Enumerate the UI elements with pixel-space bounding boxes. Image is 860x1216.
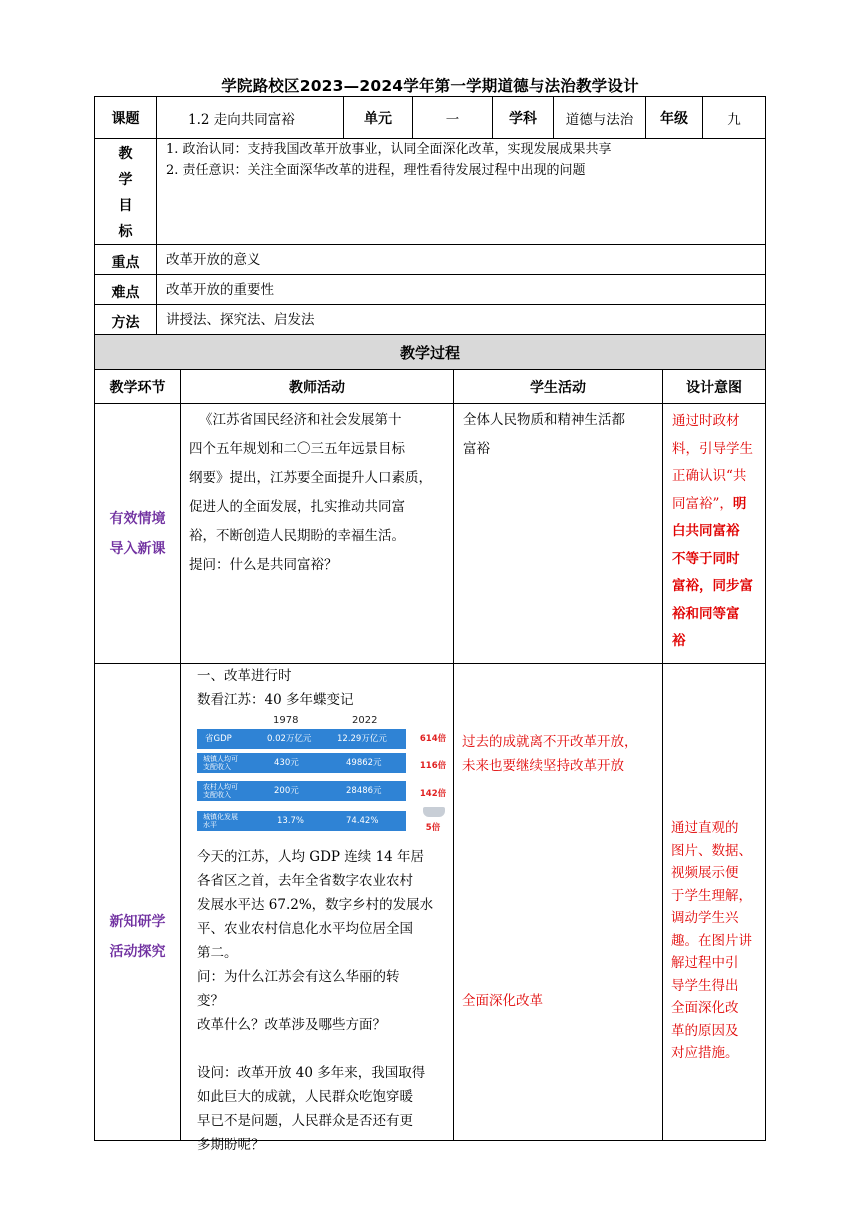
method-value: 讲授法、探究法、启发法 [166, 312, 315, 328]
section2-intent-line: 革的原因及 [671, 1022, 739, 1039]
section1-teacher-line: 《江苏省国民经济和社会发展第十 [199, 412, 402, 428]
difficulty-label: 难点 [111, 285, 140, 301]
goals-list [166, 139, 761, 181]
section2-teacher-line: 早已不是问题，人民群众是否还有更 [197, 1113, 413, 1129]
stats-row [197, 729, 406, 749]
section2-intent-line: 全面深化改 [671, 1000, 739, 1016]
section1-student-line: 全体人民物质和精神生活都 [463, 412, 625, 428]
stats-row [197, 753, 406, 773]
topic-value: 1.2 走向共同富裕 [188, 111, 295, 128]
section2-teacher-body [197, 845, 451, 1157]
difficulty-value: 改革开放的重要性 [166, 282, 274, 298]
subject-value: 道德与法治 [565, 111, 634, 128]
section1-intent-line [672, 573, 760, 601]
section2-teacher-head-line: 一、改革进行时 [197, 668, 292, 684]
section1-intent-bold: 富裕，同步富 [672, 578, 753, 594]
stats-row-label: 农村人均可 支配收入 [203, 783, 238, 799]
jiangsu-stats-image [197, 715, 453, 833]
section1-student [463, 406, 659, 464]
section1-intent-line: 通过时政材 [672, 413, 740, 429]
stats-row-2022: 12.29万亿元 [337, 733, 387, 744]
section1-intent-bold: 明 [732, 495, 747, 512]
topic-label: 课题 [111, 110, 140, 127]
section2-name [95, 907, 180, 967]
page-title: 学院路校区2023—2024学年第一学期道德与法治教学设计 [221, 77, 639, 95]
stats-row-label: 城镇化发展 水平 [203, 813, 238, 829]
section2-teacher-line: 第二。 [197, 945, 238, 961]
process-title: 教学过程 [399, 343, 460, 362]
section2-student-1 [462, 730, 658, 778]
section1-teacher-line: 裕，不断创造人民期盼的幸福生活。 [189, 528, 405, 544]
section1-intent-line [672, 546, 760, 574]
grade-label: 年级 [660, 110, 688, 127]
unit-value: 一 [445, 111, 460, 128]
section2-student-line: 未来也要继续坚持改革开放 [462, 758, 624, 774]
section1-teacher [189, 406, 449, 580]
stats-row [197, 781, 406, 801]
section1-intent-line [672, 518, 760, 546]
section2-teacher-line: 各省区之首，去年全省数字农业农村 [197, 873, 413, 889]
goals-label [95, 141, 156, 245]
section2-intent-line: 视频展示便 [671, 865, 739, 881]
section1-name [95, 504, 180, 564]
header-stage: 教学环节 [109, 379, 166, 396]
section2-intent-line: 导学生得出 [671, 977, 739, 994]
section1-intent-text: 同富裕”， [672, 495, 733, 512]
section2-teacher-line: 平、农业农村信息化水平均位居全国 [197, 921, 413, 937]
stats-row-multiple: 5倍 [425, 823, 441, 833]
section1-intent-bold: 白共同富裕 [672, 523, 740, 539]
section2-student-2: 全面深化改革 [462, 993, 543, 1009]
stats-row-multiple: 142倍 [419, 789, 447, 799]
section1-intent-bold: 不等于同时 [672, 550, 740, 567]
section1-teacher-line: 促进人的全面发展，扎实推动共同富 [189, 499, 405, 515]
goals-label-char: 教 [118, 146, 133, 162]
section2-teacher-line: 问：为什么江苏会有这么华丽的转 [197, 969, 400, 985]
key-point-label: 重点 [111, 255, 140, 271]
section2-teacher-line: 如此巨大的成就，人民群众吃饱穿暖 [197, 1089, 413, 1105]
section1-intent-line: 料，引导学生 [672, 440, 753, 457]
section2-teacher-line: 设问：改革开放 40 多年来，我国取得 [197, 1065, 426, 1081]
section2-intent-line: 于学生理解， [671, 887, 752, 904]
section1-intent-line [672, 601, 760, 629]
goals-label-char: 目 [118, 198, 133, 214]
goal-item: 1. 政治认同：支持我国改革开放事业，认同全面深化改革，实现发展成果共享 [166, 142, 612, 157]
header-intent: 设计意图 [686, 379, 742, 396]
section1-intent-bold: 裕和同等富 [672, 605, 740, 622]
stats-row-2022: 28486元 [346, 785, 382, 796]
goals-label-char: 学 [118, 172, 133, 188]
section2-name-line: 活动探究 [109, 944, 166, 960]
section2-teacher-head [197, 664, 449, 712]
section2-teacher-line: 今天的江苏，人均 GDP 连续 14 年居 [197, 849, 425, 865]
stats-year: 2022 [352, 715, 378, 726]
stats-row-1978: 13.7% [277, 815, 305, 826]
section1-intent-line [672, 491, 760, 519]
section2-intent-line: 对应措施。 [671, 1045, 739, 1061]
subject-label: 学科 [509, 110, 537, 127]
section2-intent-line: 通过直观的 [671, 820, 739, 836]
section2-teacher-line: 改革什么？改革涉及哪些方面？ [197, 1017, 386, 1033]
unit-label: 单元 [364, 110, 392, 127]
header-student: 学生活动 [530, 379, 586, 396]
section2-name-line: 新知研学 [109, 914, 166, 930]
stats-row-multiple: 116倍 [419, 761, 447, 771]
stats-row-1978: 200元 [274, 785, 299, 796]
section2-teacher-line [197, 1037, 451, 1061]
goal-item: 2. 责任意识：关注全面深华改革的进程，理性看待发展过程中出现的问题 [166, 163, 586, 178]
stats-row-label: 城镇人均可 支配收入 [203, 755, 238, 771]
section1-intent [672, 408, 760, 656]
section1-teacher-line: 四个五年规划和二〇三五年远景目标 [189, 441, 405, 457]
stats-row-1978: 0.02万亿元 [267, 733, 312, 744]
section1-teacher-line: 提问：什么是共同富裕？ [189, 557, 338, 573]
section2-student-line: 过去的成就离不开改革开放， [462, 734, 638, 750]
section1-intent-bold: 裕 [672, 633, 686, 649]
section2-intent-line: 解过程中引 [671, 955, 739, 971]
stats-year: 1978 [273, 715, 299, 726]
section1-intent-line: 正确认识“共 [672, 468, 747, 484]
section2-teacher-line: 多期盼呢？ [197, 1137, 265, 1153]
header-teacher: 教师活动 [289, 379, 345, 396]
stats-row-1978: 430元 [274, 757, 299, 768]
section1-name-line: 导入新课 [109, 541, 166, 557]
section2-teacher-line: 变？ [197, 993, 224, 1009]
stats-row-label: 省GDP [205, 733, 232, 744]
section2-intent-line: 调动学生兴 [671, 910, 739, 926]
stats-row-multiple: 614倍 [419, 734, 447, 744]
stats-row-2022: 49862元 [346, 757, 382, 768]
section2-intent [671, 817, 763, 1065]
section2-teacher-head-line: 数看江苏：40 多年蝶变记 [197, 692, 354, 708]
stats-row-2022: 74.42% [346, 815, 379, 826]
key-point-value: 改革开放的意义 [166, 252, 261, 268]
section1-student-line: 富裕 [463, 441, 490, 457]
section2-teacher-line: 发展水平达 67.2%，数字乡村的发展水 [197, 897, 434, 913]
grade-value: 九 [727, 111, 741, 128]
section1-name-line: 有效情境 [109, 511, 166, 527]
ship-icon [423, 807, 445, 817]
section1-intent-line [672, 628, 760, 656]
section2-intent-line: 图片、数据、 [671, 842, 752, 859]
goals-label-char: 标 [118, 224, 133, 240]
section1-teacher-line: 纲要》提出，江苏要全面提升人口素质， [189, 470, 432, 486]
section2-intent-line: 趣。在图片讲 [671, 932, 752, 949]
stats-row [197, 811, 406, 831]
method-label: 方法 [111, 315, 140, 331]
